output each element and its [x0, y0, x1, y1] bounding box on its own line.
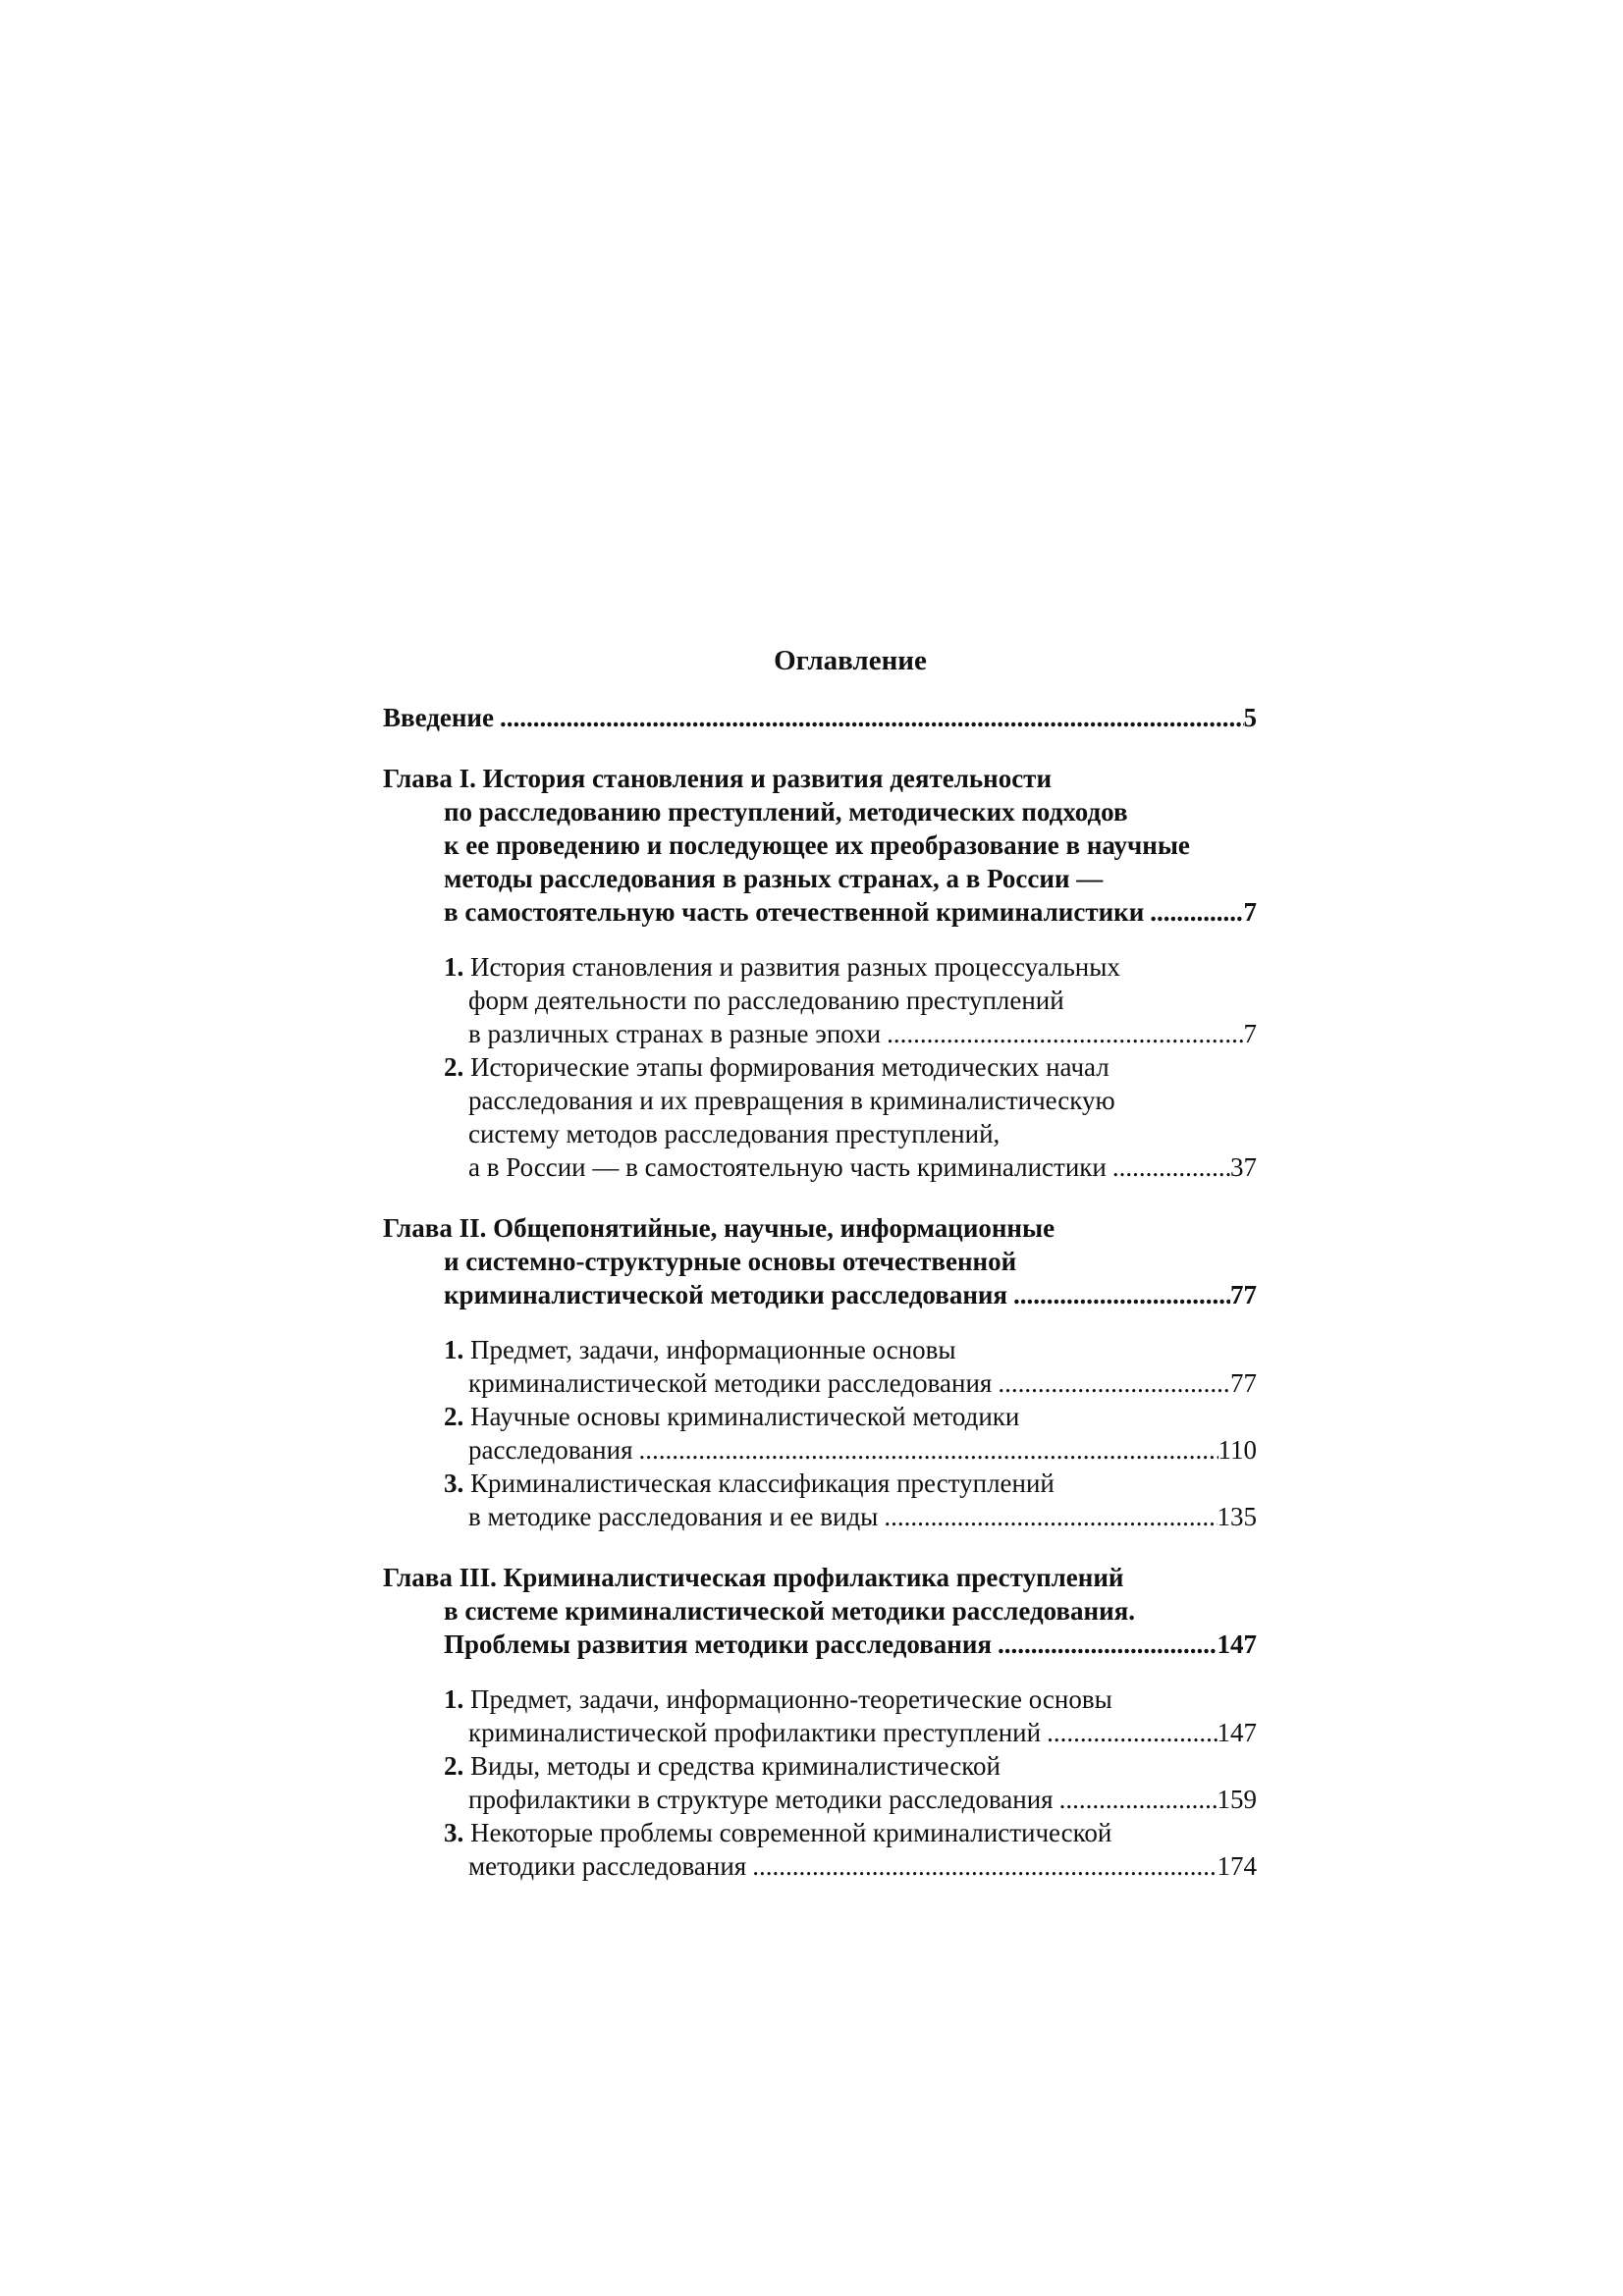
toc-section-1-2[interactable] — [444, 1050, 1257, 1184]
section-title-line: Предмет, задачи, информационные основы — [470, 1335, 956, 1364]
chapter-1-sections — [383, 950, 1257, 1184]
toc-section-1-1[interactable] — [444, 950, 1257, 1050]
dot-leader — [1047, 1716, 1217, 1749]
toc-entry-label: Введение — [383, 703, 494, 732]
section-title-line: форм деятельности по расследованию преступлений — [468, 986, 1064, 1015]
toc-section-3-1[interactable] — [444, 1682, 1257, 1749]
section-title-line: криминалистической методики расследования — [468, 1368, 993, 1398]
section-title-line: Исторические этапы формирования методических начал — [470, 1052, 1109, 1082]
chapter-heading-line: Глава III. Криминалистическая профилактика преступлений — [383, 1563, 1124, 1592]
dot-leader — [1150, 895, 1243, 929]
page-number: 147 — [1217, 1629, 1257, 1659]
chapter-heading-line: в системе криминалистической методики расследования. — [444, 1596, 1136, 1626]
dot-leader — [998, 1366, 1230, 1400]
section-last-line — [444, 1783, 1257, 1816]
dot-leader — [884, 1500, 1217, 1533]
dot-leader — [500, 701, 1244, 734]
page-number: 7 — [1243, 1019, 1257, 1048]
page-number: 77 — [1230, 1368, 1257, 1398]
section-title-line: систему методов расследования преступлений, — [468, 1119, 1001, 1148]
section-title-line: Предмет, задачи, информационно-теоретические основы — [470, 1684, 1112, 1714]
section-last-line — [444, 1849, 1257, 1883]
dot-leader — [1059, 1783, 1217, 1816]
toc-section-3-3[interactable] — [444, 1816, 1257, 1883]
chapter-2-sections — [383, 1333, 1257, 1533]
section-title-line: Криминалистическая классификация преступлений — [470, 1468, 1055, 1498]
section-number: 1. — [444, 952, 464, 982]
chapter-heading-line: по расследованию преступлений, методических подходов — [444, 797, 1128, 827]
toc-chapter-1[interactable] — [383, 762, 1257, 929]
section-last-line — [444, 1716, 1257, 1749]
section-title-line: профилактики в структуре методики расследования — [468, 1785, 1054, 1814]
dot-leader — [887, 1017, 1243, 1050]
page-number: 37 — [1230, 1152, 1257, 1182]
dot-leader — [1013, 1278, 1230, 1311]
toc-section-2-3[interactable] — [444, 1467, 1257, 1533]
dot-leader — [752, 1849, 1217, 1883]
toc-chapter-2[interactable] — [383, 1211, 1257, 1311]
section-title-line: расследования — [468, 1435, 633, 1465]
page-number: 77 — [1230, 1280, 1257, 1309]
section-title-line: Некоторые проблемы современной криминалистической — [470, 1818, 1112, 1847]
section-title-line: Виды, методы и средства криминалистической — [470, 1751, 1001, 1781]
section-last-line — [444, 1433, 1257, 1467]
page-number: 147 — [1217, 1718, 1257, 1747]
page-number: 135 — [1217, 1502, 1257, 1531]
page-number: 159 — [1217, 1785, 1257, 1814]
page-number: 174 — [1217, 1851, 1257, 1881]
section-last-line — [444, 1017, 1257, 1050]
section-last-line — [444, 1150, 1257, 1184]
page-number: 7 — [1243, 897, 1257, 927]
toc-title: Оглавление — [774, 645, 927, 676]
dot-leader — [1112, 1150, 1230, 1184]
chapter-heading-last-line — [383, 1278, 1257, 1311]
toc-entry-intro[interactable] — [383, 701, 1257, 734]
chapter-3-sections — [383, 1682, 1257, 1883]
section-number: 1. — [444, 1335, 464, 1364]
section-number: 2. — [444, 1751, 464, 1781]
page-number: 5 — [1243, 703, 1257, 732]
toc-section-2-1[interactable] — [444, 1333, 1257, 1400]
chapter-heading-last-line — [383, 1628, 1257, 1661]
section-number: 3. — [444, 1468, 464, 1498]
chapter-heading-line: и системно-структурные основы отечественной — [444, 1247, 1017, 1276]
section-title-line: криминалистической профилактики преступлений — [468, 1718, 1042, 1747]
section-title-line: а в России — в самостоятельную часть криминалистики — [468, 1152, 1107, 1182]
section-title-line: в различных странах в разные эпохи — [468, 1019, 882, 1048]
chapter-heading-line: в самостоятельную часть отечественной криминалистики — [444, 897, 1145, 927]
section-number: 2. — [444, 1052, 464, 1082]
section-title-line: в методике расследования и ее виды — [468, 1502, 879, 1531]
chapter-heading-line: Глава I. История становления и развития деятельности — [383, 764, 1052, 793]
toc-section-2-2[interactable] — [444, 1400, 1257, 1467]
chapter-heading-line: к ее проведению и последующее их преобразование в научные — [444, 830, 1190, 860]
section-last-line — [444, 1500, 1257, 1533]
section-number: 2. — [444, 1402, 464, 1431]
section-title-line: методики расследования — [468, 1851, 747, 1881]
chapter-heading-line: Проблемы развития методики расследования — [444, 1629, 993, 1659]
chapter-heading-last-line — [383, 895, 1257, 929]
section-number: 1. — [444, 1684, 464, 1714]
chapter-heading-line: Глава II. Общепонятийные, научные, информационные — [383, 1213, 1055, 1243]
toc-chapter-3[interactable] — [383, 1561, 1257, 1661]
chapter-heading-line: методы расследования в разных странах, а в России — — [444, 864, 1104, 893]
chapter-heading-line: криминалистической методики расследования — [444, 1280, 1008, 1309]
section-title-line: Научные основы криминалистической методики — [470, 1402, 1020, 1431]
dot-leader — [998, 1628, 1217, 1661]
toc-section-3-2[interactable] — [444, 1749, 1257, 1816]
section-number: 3. — [444, 1818, 464, 1847]
page-number: 110 — [1217, 1435, 1257, 1465]
section-title-line: расследования и их превращения в криминалистическую — [468, 1086, 1115, 1115]
table-of-contents — [383, 643, 1257, 1910]
section-title-line: История становления и развития разных процессуальных — [470, 952, 1120, 982]
section-last-line — [444, 1366, 1257, 1400]
dot-leader — [638, 1433, 1217, 1467]
